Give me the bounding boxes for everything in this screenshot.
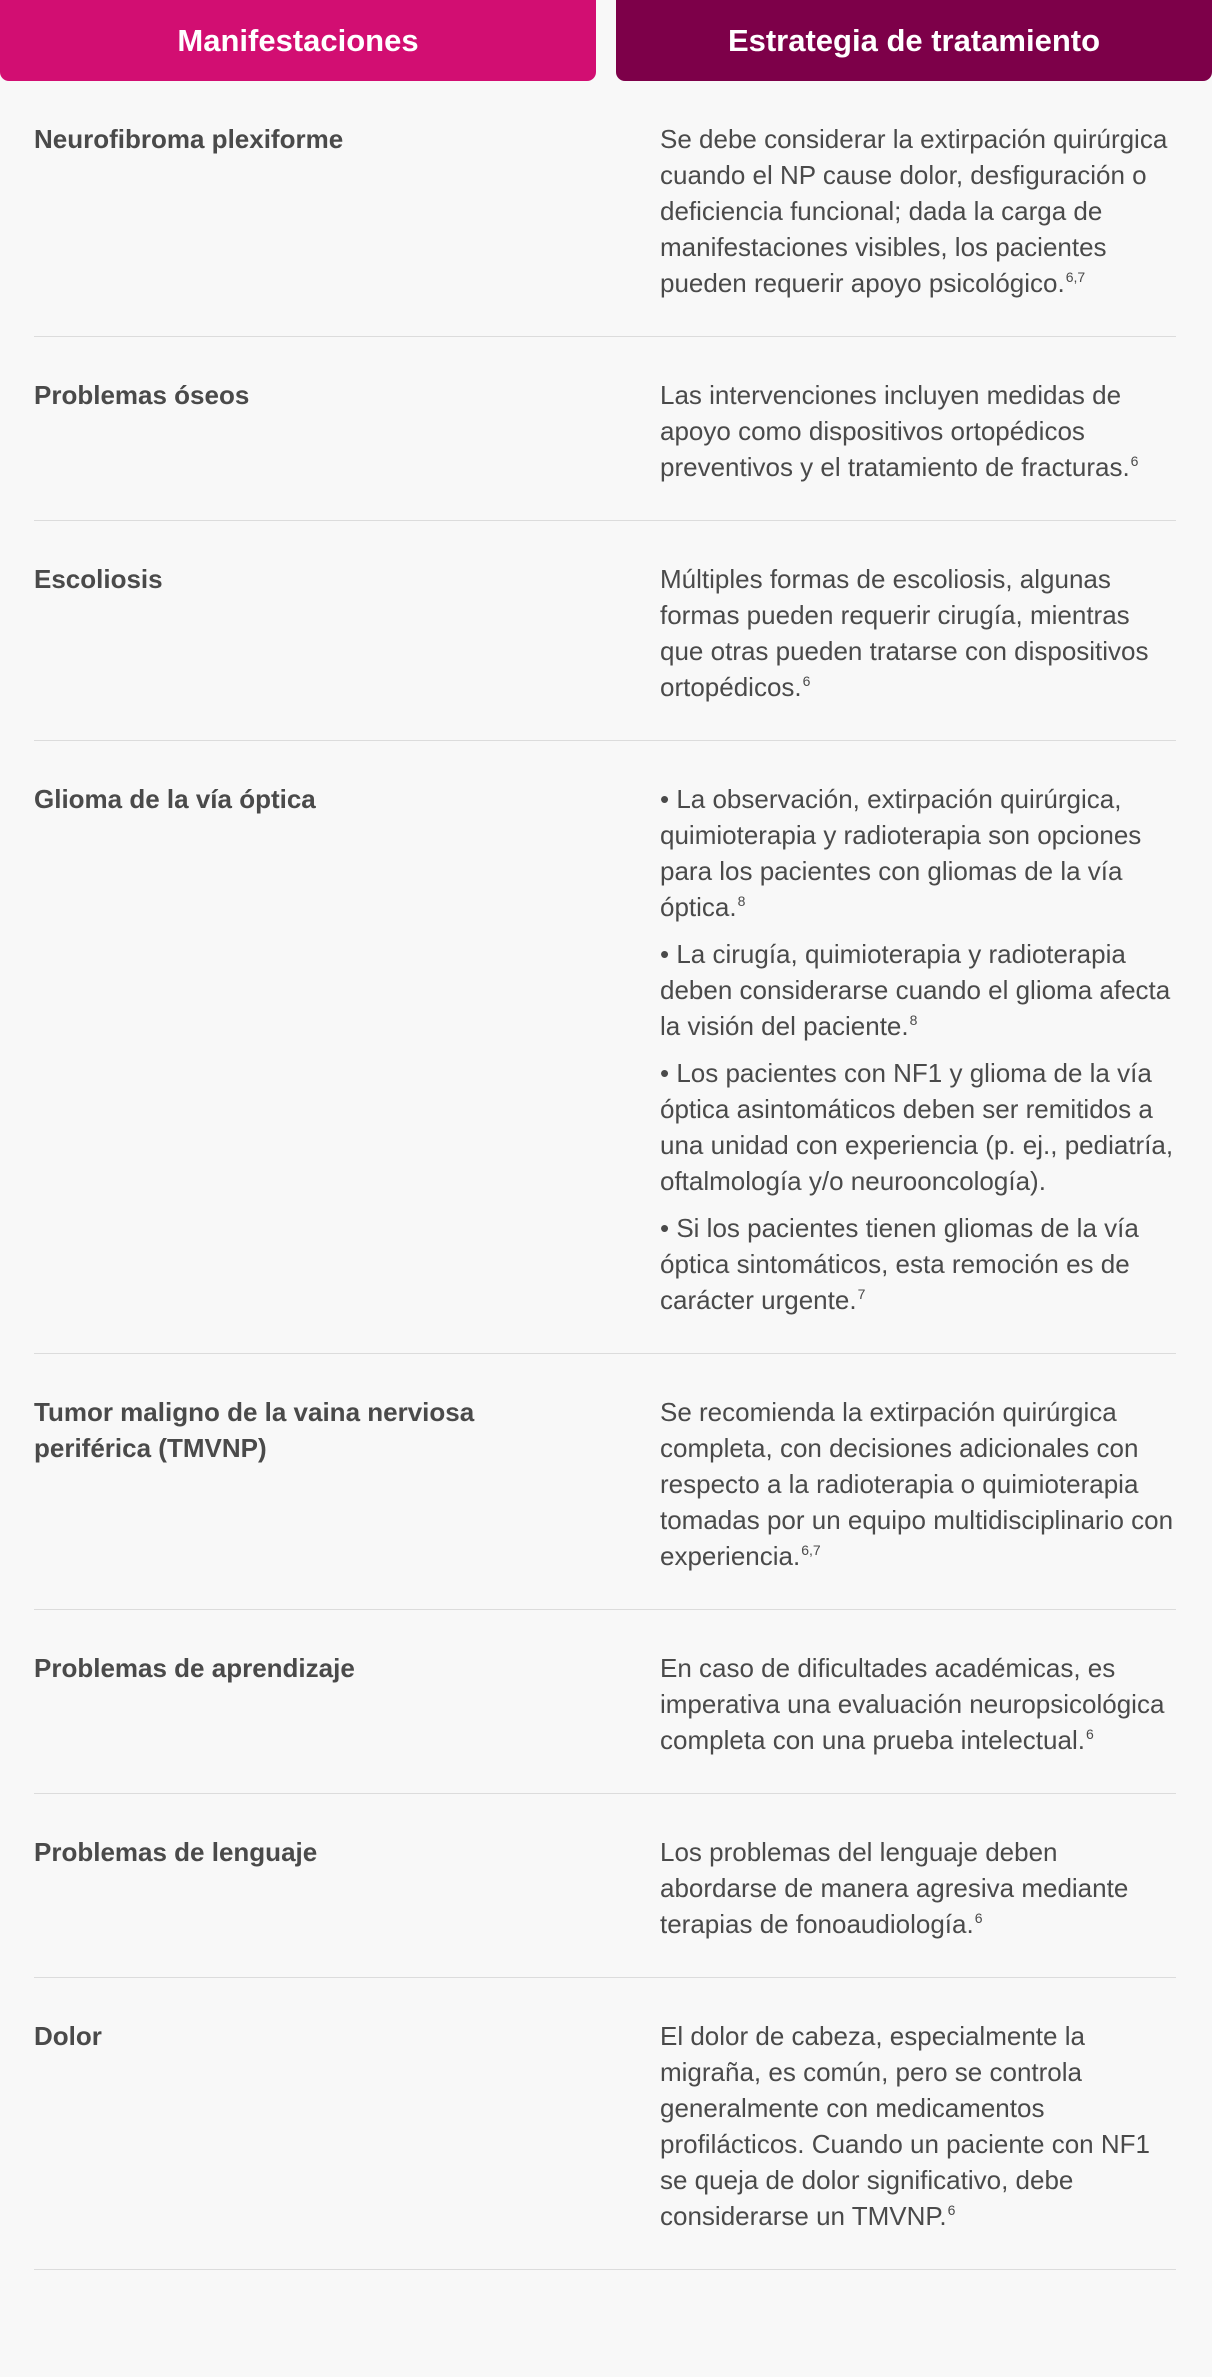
table-row (34, 337, 1176, 521)
treatment-text: • Si los pacientes tienen gliomas de la vía óptica sintomáticos, esta remoción es de carácter urgente. (660, 1213, 1139, 1315)
reference-superscript: 6,7 (1065, 269, 1086, 285)
treatment-description (660, 2018, 1176, 2234)
manifestation-name: Problemas de aprendizaje (34, 1653, 355, 1683)
reference-superscript: 6 (974, 1910, 983, 1926)
treatment-description (660, 1834, 1176, 1942)
treatment-paragraph (660, 1650, 1176, 1758)
treatment-description (660, 121, 1176, 301)
treatment-description (660, 781, 1176, 1318)
header-treatment-strategy-label: Estrategia de tratamiento (727, 22, 1101, 58)
treatment-paragraph (660, 1394, 1176, 1574)
treatment-text: Se recomienda la extirpación quirúrgica completa, con decisiones adicionales con respecto a la radioterapia o quimioterapia tomadas por un equipo multidisciplinario con experiencia. (660, 1397, 1174, 1571)
table-row (34, 1610, 1176, 1794)
reference-superscript: 6 (1130, 453, 1139, 469)
reference-superscript: 7 (857, 1286, 866, 1302)
reference-superscript: 8 (737, 893, 746, 909)
table-row (34, 1354, 1176, 1610)
treatment-text: Los problemas del lenguaje deben abordarse de manera agresiva mediante terapias de fonoaudiología. (660, 1837, 1129, 1939)
treatment-paragraph (660, 1210, 1176, 1318)
treatment-paragraph (660, 936, 1176, 1044)
manifestation-name: Escoliosis (34, 564, 163, 594)
reference-superscript: 6 (802, 673, 811, 689)
table-row (34, 1794, 1176, 1978)
manifestation-name: Neurofibroma plexiforme (34, 124, 344, 154)
header-treatment-strategy (616, 0, 1212, 81)
reference-superscript: 6,7 (801, 1542, 821, 1558)
treatment-text: En caso de dificultades académicas, es imperativa una evaluación neuropsicológica completa con una prueba intelectual. (660, 1653, 1165, 1755)
treatment-paragraph (660, 2018, 1176, 2234)
treatment-description (660, 1394, 1176, 1574)
treatment-text: Múltiples formas de escoliosis, algunas formas pueden requerir cirugía, mientras que otras pueden tratarse con dispositivos ortopédicos. (660, 564, 1149, 702)
table-row (34, 521, 1176, 741)
table-row (34, 81, 1176, 337)
treatment-description (660, 1650, 1176, 1758)
manifestation-name: Tumor maligno de la vaina nerviosa periférica (TMVNP) (34, 1397, 475, 1463)
manifestation-name: Dolor (34, 2021, 102, 2051)
header-manifestations-label: Manifestaciones (177, 22, 419, 58)
reference-superscript: 6 (947, 2202, 956, 2218)
treatment-text: • La observación, extirpación quirúrgica, quimioterapia y radioterapia son opciones para los pacientes con gliomas de la vía óptica. (660, 784, 1142, 922)
treatment-paragraph (660, 781, 1176, 925)
reference-superscript: 8 (909, 1012, 918, 1028)
manifestation-name: Problemas de lenguaje (34, 1837, 318, 1867)
table-body (34, 81, 1176, 2270)
treatment-text: Las intervenciones incluyen medidas de apoyo como dispositivos ortopédicos preventivos y el tratamiento de fracturas. (660, 380, 1130, 482)
table-header (0, 0, 1212, 81)
manifestation-name: Glioma de la vía óptica (34, 784, 316, 814)
treatment-paragraph (660, 1055, 1176, 1199)
treatment-paragraph (660, 561, 1176, 705)
header-manifestations (0, 0, 596, 81)
treatment-description (660, 377, 1176, 485)
treatment-description (660, 561, 1176, 705)
treatment-paragraph (660, 1834, 1176, 1942)
reference-superscript: 6 (1085, 1726, 1094, 1742)
treatment-paragraph (660, 121, 1176, 301)
treatment-text: • Los pacientes con NF1 y glioma de la vía óptica asintomáticos deben ser remitidos a una unidad con experiencia (p. ej., pediatría, oftalmología y/o neurooncología). (660, 1058, 1174, 1196)
treatment-text: Se debe considerar la extirpación quirúrgica cuando el NP cause dolor, desfiguración o deficiencia funcional; dada la carga de manifestaciones visibles, los pacientes pueden requerir apoyo psicológico. (660, 124, 1168, 298)
treatment-paragraph (660, 377, 1176, 485)
treatment-text: El dolor de cabeza, especialmente la migraña, es común, pero se controla generalmente con medicamentos profilácticos. Cuando un paciente con NF1 se queja de dolor significativo, debe considerarse un TMVNP. (660, 2021, 1150, 2231)
treatment-text: • La cirugía, quimioterapia y radioterapia deben considerarse cuando el glioma afecta la visión del paciente. (660, 939, 1171, 1041)
manifestation-name: Problemas óseos (34, 380, 250, 410)
table-row (34, 741, 1176, 1354)
table-row (34, 1978, 1176, 2270)
